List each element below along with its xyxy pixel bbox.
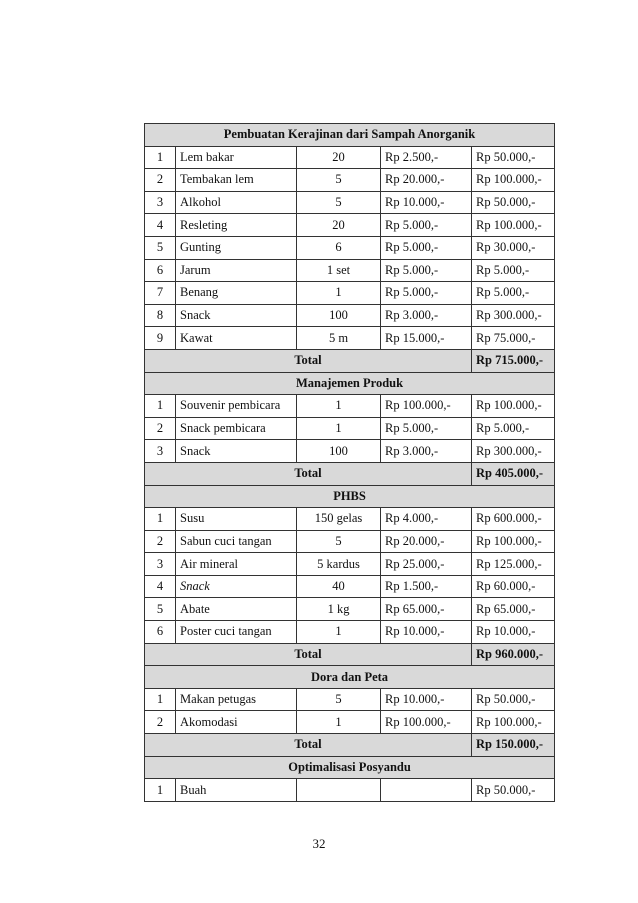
table-row [145,169,555,192]
item-unit-price: Rp 5.000,- [381,236,472,259]
table-row [145,440,555,463]
item-quantity: 1 [297,621,381,644]
item-number: 9 [145,327,176,350]
table-row [145,395,555,418]
item-number: 3 [145,553,176,576]
item-total: Rp 100.000,- [472,214,555,237]
item-unit-price: Rp 10.000,- [381,621,472,644]
table-row [145,711,555,734]
item-unit-price: Rp 2.500,- [381,146,472,169]
table-row [145,282,555,305]
item-number: 6 [145,621,176,644]
section-total-label: Total [145,734,472,757]
section-header-row [145,372,555,395]
item-total: Rp 50.000,- [472,779,555,802]
table-row [145,688,555,711]
item-name: Akomodasi [176,711,297,734]
item-quantity: 1 kg [297,598,381,621]
item-unit-price: Rp 4.000,- [381,508,472,531]
item-number: 8 [145,304,176,327]
item-total: Rp 30.000,- [472,236,555,259]
table-row [145,327,555,350]
item-number: 4 [145,575,176,598]
item-name: Lem bakar [176,146,297,169]
item-unit-price: Rp 10.000,- [381,688,472,711]
item-unit-price: Rp 1.500,- [381,575,472,598]
table-row [145,508,555,531]
table-row [145,191,555,214]
item-total: Rp 100.000,- [472,169,555,192]
item-unit-price: Rp 5.000,- [381,259,472,282]
item-total: Rp 5.000,- [472,417,555,440]
item-quantity: 5 [297,191,381,214]
item-name: Resleting [176,214,297,237]
item-quantity: 1 [297,282,381,305]
section-total-row [145,349,555,372]
item-name: Susu [176,508,297,531]
item-quantity: 5 [297,530,381,553]
item-unit-price: Rp 3.000,- [381,304,472,327]
item-name: Sabun cuci tangan [176,530,297,553]
item-number: 1 [145,688,176,711]
item-quantity: 6 [297,236,381,259]
item-number: 2 [145,417,176,440]
item-quantity: 40 [297,575,381,598]
item-name: Poster cuci tangan [176,621,297,644]
section-total-row [145,643,555,666]
item-name: Snack [176,304,297,327]
item-total: Rp 100.000,- [472,711,555,734]
section-total-value: Rp 715.000,- [472,349,555,372]
item-total: Rp 600.000,- [472,508,555,531]
item-quantity: 5 m [297,327,381,350]
item-total: Rp 100.000,- [472,395,555,418]
item-unit-price: Rp 25.000,- [381,553,472,576]
item-number: 2 [145,530,176,553]
item-quantity: 100 [297,304,381,327]
table-row [145,236,555,259]
item-quantity: 100 [297,440,381,463]
item-quantity: 1 [297,417,381,440]
item-quantity: 5 [297,688,381,711]
section-header-row [145,756,555,779]
item-name: Snack pembicara [176,417,297,440]
item-name: Abate [176,598,297,621]
section-title: Pembuatan Kerajinan dari Sampah Anorganik [145,124,555,147]
table-body [145,124,555,802]
item-name: Makan petugas [176,688,297,711]
item-number: 5 [145,598,176,621]
item-number: 7 [145,282,176,305]
section-total-label: Total [145,462,472,485]
item-unit-price: Rp 5.000,- [381,214,472,237]
item-unit-price: Rp 20.000,- [381,169,472,192]
item-total: Rp 125.000,- [472,553,555,576]
item-quantity: 1 [297,395,381,418]
item-total: Rp 300.000,- [472,304,555,327]
item-name: Tembakan lem [176,169,297,192]
section-total-label: Total [145,349,472,372]
section-title: Manajemen Produk [145,372,555,395]
item-total: Rp 60.000,- [472,575,555,598]
item-number: 5 [145,236,176,259]
table-row [145,214,555,237]
section-total-value: Rp 150.000,- [472,734,555,757]
table-row [145,779,555,802]
table-row [145,146,555,169]
item-name: Buah [176,779,297,802]
item-quantity: 5 kardus [297,553,381,576]
item-unit-price: Rp 5.000,- [381,417,472,440]
item-number: 2 [145,169,176,192]
item-name: Snack [176,575,297,598]
item-number: 1 [145,779,176,802]
item-total: Rp 5.000,- [472,282,555,305]
table-row [145,530,555,553]
item-total: Rp 50.000,- [472,146,555,169]
item-total: Rp 100.000,- [472,530,555,553]
item-number: 4 [145,214,176,237]
item-unit-price [381,779,472,802]
table-row [145,575,555,598]
table-row [145,304,555,327]
item-name: Gunting [176,236,297,259]
item-number: 6 [145,259,176,282]
budget-table [144,123,555,802]
item-number: 1 [145,146,176,169]
item-number: 2 [145,711,176,734]
item-unit-price: Rp 3.000,- [381,440,472,463]
section-title: Dora dan Peta [145,666,555,689]
item-quantity: 20 [297,146,381,169]
item-total: Rp 300.000,- [472,440,555,463]
section-total-row [145,734,555,757]
item-unit-price: Rp 65.000,- [381,598,472,621]
item-name: Benang [176,282,297,305]
item-quantity: 1 [297,711,381,734]
table-row [145,553,555,576]
item-quantity: 5 [297,169,381,192]
item-unit-price: Rp 20.000,- [381,530,472,553]
item-number: 1 [145,395,176,418]
item-total: Rp 10.000,- [472,621,555,644]
item-total: Rp 50.000,- [472,191,555,214]
item-name: Air mineral [176,553,297,576]
table-row [145,598,555,621]
table-row [145,259,555,282]
item-name: Jarum [176,259,297,282]
item-quantity: 20 [297,214,381,237]
table-row [145,621,555,644]
item-total: Rp 65.000,- [472,598,555,621]
item-total: Rp 75.000,- [472,327,555,350]
section-total-value: Rp 960.000,- [472,643,555,666]
item-unit-price: Rp 15.000,- [381,327,472,350]
item-unit-price: Rp 100.000,- [381,711,472,734]
page-number: 32 [312,836,326,851]
section-header-row [145,124,555,147]
item-total: Rp 50.000,- [472,688,555,711]
section-total-row [145,462,555,485]
item-name: Kawat [176,327,297,350]
item-name: Snack [176,440,297,463]
item-unit-price: Rp 10.000,- [381,191,472,214]
item-number: 3 [145,191,176,214]
item-unit-price: Rp 100.000,- [381,395,472,418]
item-unit-price: Rp 5.000,- [381,282,472,305]
section-total-value: Rp 405.000,- [472,462,555,485]
section-total-label: Total [145,643,472,666]
section-header-row [145,666,555,689]
item-total: Rp 5.000,- [472,259,555,282]
item-name: Alkohol [176,191,297,214]
item-quantity: 1 set [297,259,381,282]
item-number: 3 [145,440,176,463]
item-number: 1 [145,508,176,531]
item-quantity: 150 gelas [297,508,381,531]
section-header-row [145,485,555,508]
section-title: Optimalisasi Posyandu [145,756,555,779]
item-name: Souvenir pembicara [176,395,297,418]
item-quantity [297,779,381,802]
section-title: PHBS [145,485,555,508]
table-row [145,417,555,440]
